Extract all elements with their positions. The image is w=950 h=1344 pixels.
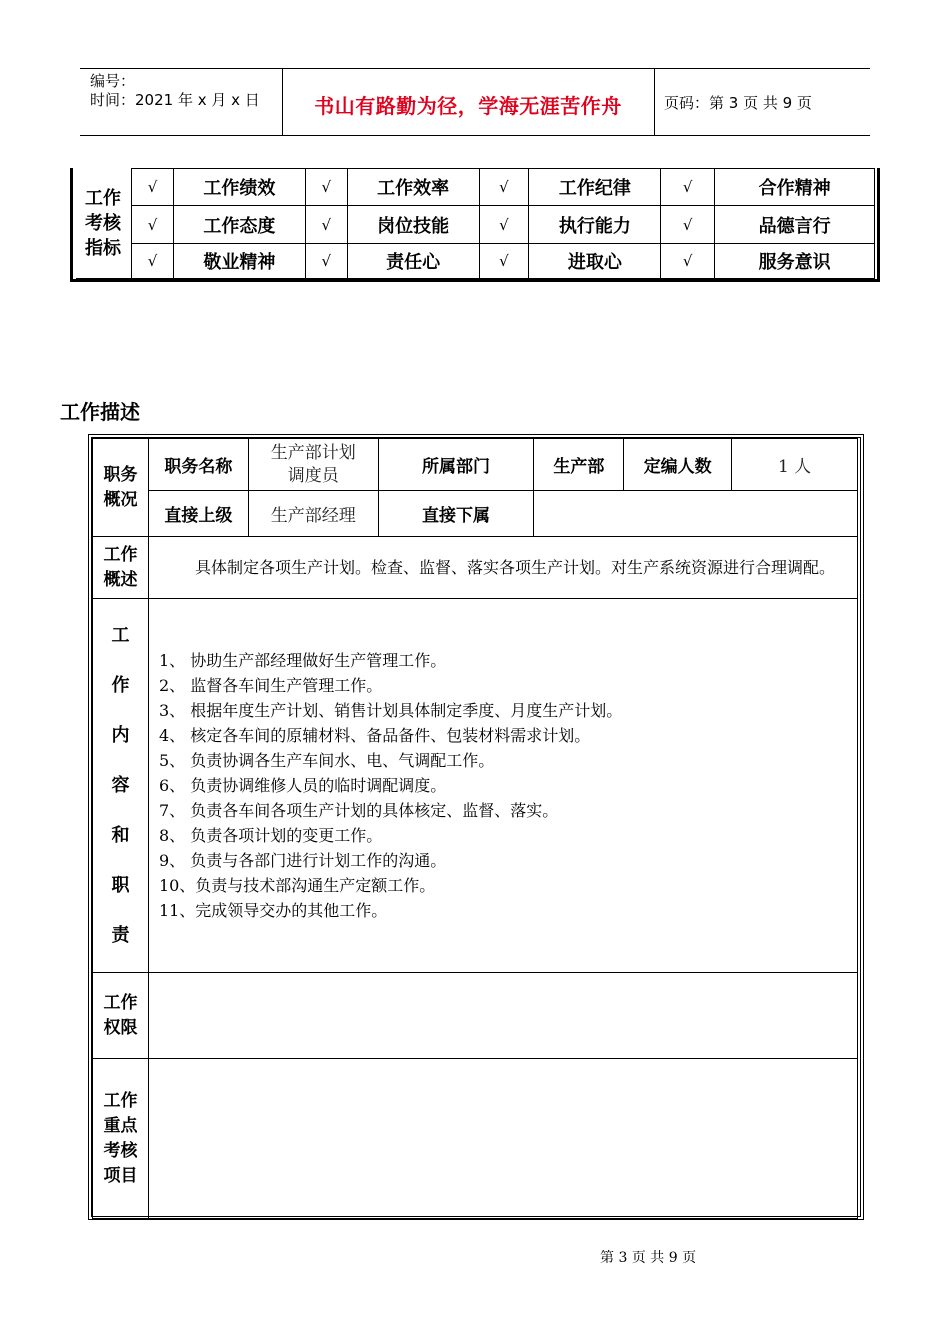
check-mark: √ — [661, 206, 715, 244]
label-line: 权限 — [103, 1017, 138, 1038]
indicator-item: 岗位技能 — [347, 206, 479, 244]
duties-content — [148, 599, 857, 973]
check-mark: √ — [132, 206, 174, 244]
doc-number-label: 编号： — [90, 72, 136, 90]
subordinate-value — [534, 491, 858, 537]
authority-content — [148, 973, 857, 1059]
indicator-label-line: 考核 — [85, 213, 121, 234]
check-mark: √ — [305, 169, 347, 206]
check-mark: √ — [479, 169, 529, 206]
duties-label-char: 作 — [111, 674, 130, 696]
label-line: 职务 — [103, 464, 138, 485]
duty-item: 8、 负责各项计划的变更工作。 — [158, 826, 383, 845]
header-bottom-rule — [80, 135, 870, 136]
subordinate-label: 直接下属 — [378, 491, 534, 537]
duty-item: 4、 核定各车间的原辅材料、备品备件、包装材料需求计划。 — [158, 726, 591, 745]
label-line: 概述 — [103, 569, 138, 590]
duties-label-char: 工 — [111, 624, 130, 646]
title-value-line: 生产部计划 — [270, 442, 356, 463]
duties-label-char: 责 — [111, 924, 130, 946]
indicator-label-underline — [76, 278, 131, 280]
description-table — [92, 438, 858, 1219]
indicator-label-line: 工作 — [85, 188, 121, 209]
duties-label-char: 和 — [111, 824, 130, 846]
indicator-item: 工作态度 — [173, 206, 305, 244]
superior-value: 生产部经理 — [248, 491, 378, 537]
check-mark: √ — [305, 244, 347, 279]
label-line: 考核 — [103, 1140, 138, 1161]
section-title: 工作描述 — [60, 400, 140, 424]
indicator-item: 服务意识 — [715, 244, 875, 279]
label-line: 工作 — [103, 544, 138, 565]
overview-row-1 — [93, 439, 858, 491]
indicator-item: 执行能力 — [529, 206, 661, 244]
label-line: 工作 — [103, 992, 138, 1013]
key-items-row — [93, 1059, 858, 1219]
header-motto: 书山有路勤为径，学海无涯苦作舟 — [314, 94, 622, 118]
check-mark: √ — [479, 206, 529, 244]
duty-item: 3、 根据年度生产计划、销售计划具体制定季度、月度生产计划。 — [158, 701, 623, 720]
key-items-label — [93, 1059, 149, 1219]
page-footer: 第 3 页 共 9 页 — [600, 1250, 697, 1266]
header-page-label: 页码：第 3 页 共 9 页 — [664, 94, 812, 112]
indicator-item: 工作效率 — [347, 169, 479, 206]
indicator-row — [132, 169, 875, 206]
indicator-row — [132, 244, 875, 279]
check-mark: √ — [661, 169, 715, 206]
summary-text: 具体制定各项生产计划。检查、监督、落实各项生产计划。对生产系统资源进行合理调配。 — [148, 537, 857, 599]
title-label: 职务名称 — [148, 439, 248, 491]
duties-row — [93, 599, 858, 973]
duty-item: 1、 协助生产部经理做好生产管理工作。 — [158, 651, 447, 670]
dept-value: 生产部 — [534, 439, 624, 491]
label-line: 项目 — [103, 1165, 138, 1186]
superior-label: 直接上级 — [148, 491, 248, 537]
summary-label — [93, 537, 149, 599]
indicator-label-line: 指标 — [85, 238, 121, 259]
indicator-item: 工作纪律 — [529, 169, 661, 206]
duty-item: 11、完成领导交办的其他工作。 — [158, 901, 388, 920]
label-line: 概况 — [103, 489, 138, 510]
indicator-item: 进取心 — [529, 244, 661, 279]
indicator-item: 敬业精神 — [173, 244, 305, 279]
header-top-rule — [80, 68, 870, 69]
headcount-value: 1 人 — [732, 439, 858, 491]
duties-label-char: 内 — [111, 724, 130, 746]
check-mark: √ — [132, 244, 174, 279]
indicator-label — [76, 186, 130, 261]
duty-item: 2、 监督各车间生产管理工作。 — [158, 676, 383, 695]
key-items-content — [148, 1059, 857, 1219]
authority-row — [93, 973, 858, 1059]
title-value — [248, 439, 378, 491]
dept-label: 所属部门 — [378, 439, 534, 491]
duty-item: 10、负责与技术部沟通生产定额工作。 — [158, 876, 436, 895]
label-line: 工作 — [103, 1090, 138, 1111]
doc-time-label: 时间：2021 年 x 月 x 日 — [90, 91, 260, 109]
indicator-item: 工作绩效 — [173, 169, 305, 206]
duties-label-char: 容 — [111, 774, 130, 796]
indicator-item: 品德言行 — [715, 206, 875, 244]
duty-list — [149, 648, 857, 923]
duty-item: 5、 负责协调各生产车间水、电、气调配工作。 — [158, 751, 495, 770]
header-divider-right — [654, 68, 655, 136]
duty-item: 7、 负责各车间各项生产计划的具体核定、监督、落实。 — [158, 801, 559, 820]
authority-label — [93, 973, 149, 1059]
duty-item: 6、 负责协调维修人员的临时调配调度。 — [158, 776, 447, 795]
label-line: 重点 — [103, 1115, 138, 1136]
overview-row-2 — [93, 491, 858, 537]
overview-label — [93, 439, 149, 537]
indicator-item: 责任心 — [347, 244, 479, 279]
check-mark: √ — [479, 244, 529, 279]
indicator-table — [131, 168, 875, 279]
duties-label-char: 职 — [111, 874, 130, 896]
duty-item: 9、 负责与各部门进行计划工作的沟通。 — [158, 851, 447, 870]
indicator-row — [132, 206, 875, 244]
duties-label — [93, 599, 149, 973]
check-mark: √ — [132, 169, 174, 206]
check-mark: √ — [305, 206, 347, 244]
summary-row — [93, 537, 858, 599]
title-value-line: 调度员 — [287, 465, 339, 486]
check-mark: √ — [661, 244, 715, 279]
headcount-label: 定编人数 — [624, 439, 732, 491]
indicator-item: 合作精神 — [715, 169, 875, 206]
